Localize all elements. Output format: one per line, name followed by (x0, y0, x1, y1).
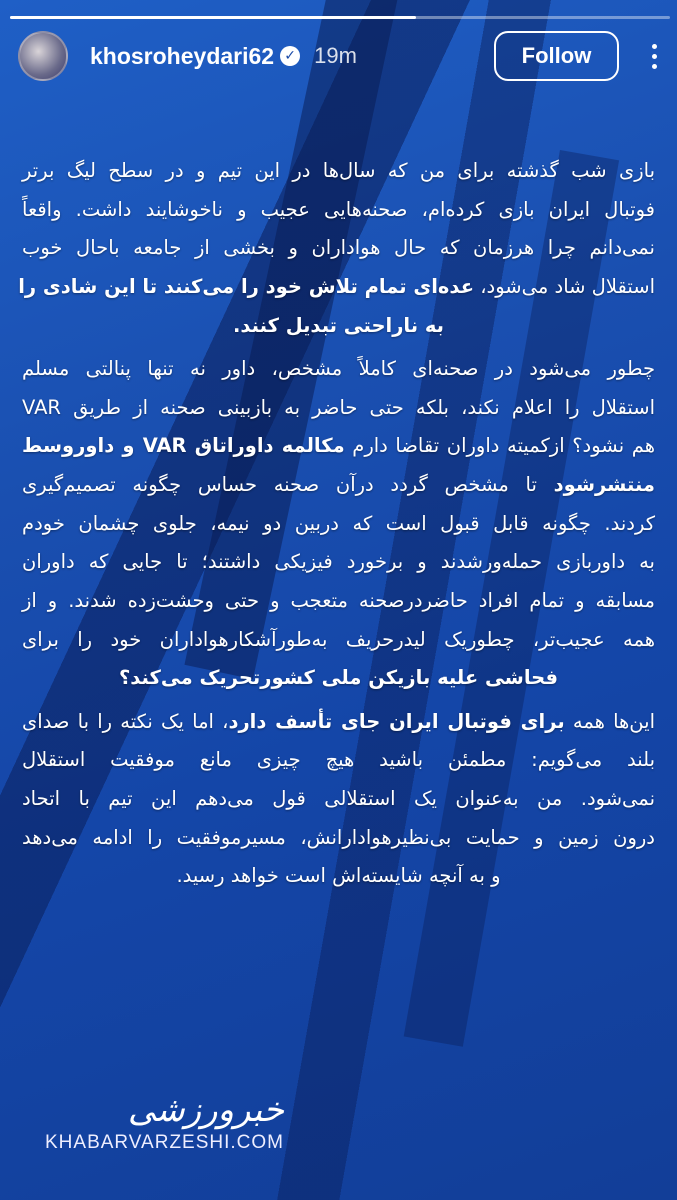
watermark-logo (45, 1090, 284, 1154)
bold-text: منتشرشود (553, 473, 655, 496)
text-segment: ، اما یک نکته را با صدای (22, 709, 229, 733)
text-line (22, 191, 655, 230)
follow-button[interactable]: Follow (494, 31, 619, 81)
text-line (22, 466, 655, 505)
text-segment: کردند. چگونه قابل قبول است که دربین دو نیمه، جلوی چشمان خودم (22, 511, 655, 535)
watermark-logo-fa: خبرورزشی (127, 1090, 285, 1130)
text-segment: چطور می‌شود در صحنه‌ای کاملاً مشخص، داور نه تنها پنالتی مسلم (22, 356, 655, 380)
text-segment: این‌ها همه (564, 709, 655, 733)
text-line (22, 543, 655, 582)
story-text (18, 152, 655, 896)
bold-text: به ناراحتی تبدیل کنند. (232, 313, 444, 337)
text-segment: استقلال را اعلام نکند، بلکه حتی حاضر به بازبینی صحنه از طریق VAR (22, 395, 655, 419)
text-segment: همه عجیب‌تر، چطوریک لیدرحریف به‌طورآشکارهواداران خود را برای (22, 627, 655, 651)
text-line (22, 152, 655, 191)
text-segment: استقلال شاد می‌شود، (474, 275, 655, 299)
text-line (22, 582, 655, 621)
text-line (22, 427, 655, 466)
text-line (22, 703, 655, 742)
text-line (22, 780, 655, 819)
text-segment: نمی‌دانم چرا هرزمان که حال هواداران و بخشی از جامعه باحال خوب (22, 236, 655, 260)
text-segment: به داوربازی حمله‌ورشدند و برخورد فیزیکی داشتند؛ تا جایی که داوران (22, 550, 655, 574)
text-segment: مسابقه و تمام افراد حاضردرصحنه متعجب و حتی وحشت‌زده شدند. و از (22, 589, 655, 613)
text-line (22, 741, 655, 780)
bold-text: فحاشی علیه بازیکن ملی کشورتحریک می‌کند؟ (118, 666, 558, 690)
bold-text: عده‌ای تمام تلاش خود را می‌کنند تا این شادی را (18, 275, 475, 299)
text-line (22, 389, 655, 428)
text-line (22, 659, 655, 698)
text-line (22, 229, 655, 268)
text-line (22, 621, 655, 660)
post-time: 19m (314, 43, 357, 68)
text-segment: بازی شب گذشته برای من که سال‌ها در این تیم و در سطح لیگ برتر (22, 159, 655, 182)
watermark-site: KHABARVARZESHI.COM (45, 1132, 285, 1153)
text-line (22, 307, 655, 346)
text-segment: تا مشخص گردد درآن صحنه حساس چگونه تصمیم‌گیری (22, 473, 554, 496)
text-segment: بلند می‌گویم: مطمئن باشید هیچ چیزی مانع موفقیت استقلال (22, 748, 655, 772)
text-line (22, 819, 655, 858)
story-header (18, 30, 659, 82)
text-line (22, 857, 655, 896)
text-line (22, 350, 655, 389)
text-segment: و به آنچه شایسته‌اش است خواهد رسید. (176, 864, 501, 888)
more-vertical-icon[interactable] (649, 44, 659, 69)
avatar[interactable] (18, 31, 68, 81)
story-progress-bar (10, 16, 670, 19)
text-line (22, 505, 655, 544)
text-segment: نمی‌شود. من به‌عنوان یک استقلالی قول می‌دهم این تیم با اتحاد (22, 787, 655, 810)
bold-text: مکالمه داوراتاق VAR و داوروسط (22, 434, 345, 458)
text-segment: فوتبال ایران بازی کرده‌ام، صحنه‌هایی عجیب و ناخوشایند داشت. واقعاً (22, 197, 655, 221)
text-line (18, 268, 655, 307)
username[interactable]: khosroheydari62 (90, 42, 275, 69)
bold-text: برای فوتبال ایران جای تأسف دارد (228, 709, 565, 733)
text-segment: هم نشود؟ ازکمیته داوران تقاضا دارم (344, 434, 655, 458)
text-segment: درون زمین و حمایت بی‌نظیرهوادارانش، مسیرموفقیت را ادامه می‌دهد (22, 825, 655, 849)
verified-badge-icon: ✓ (280, 46, 300, 66)
story-progress-fill (10, 16, 416, 19)
